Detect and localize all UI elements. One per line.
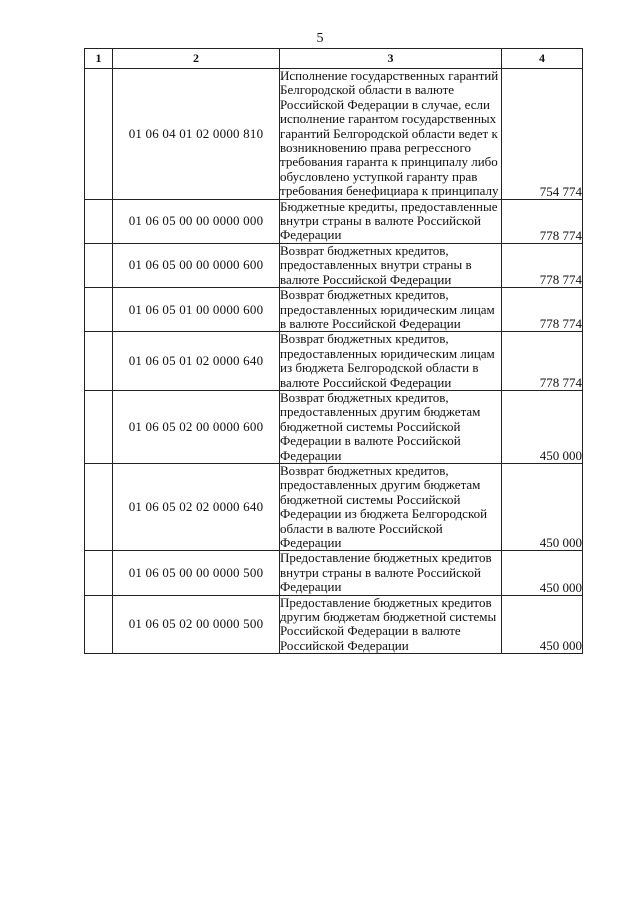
budget-code: 01 06 05 01 02 0000 640 <box>113 332 280 391</box>
row-amount: 450 000 <box>502 390 583 463</box>
row-amount: 450 000 <box>502 463 583 550</box>
row-number <box>85 595 113 654</box>
budget-code: 01 06 05 00 00 0000 000 <box>113 199 280 243</box>
budget-code: 01 06 05 00 00 0000 600 <box>113 243 280 287</box>
table-row <box>85 551 583 595</box>
header-col-2: 2 <box>113 49 280 69</box>
row-number <box>85 332 113 391</box>
row-description: Возврат бюджетных кредитов, предоставленных другим бюджетам бюджетной системы Российской Федерации в валюте Российской Федерации <box>280 390 502 463</box>
table-row <box>85 243 583 287</box>
row-number <box>85 551 113 595</box>
page-number: 5 <box>316 31 324 46</box>
table-row <box>85 390 583 463</box>
row-description: Исполнение государственных гарантий Белгородской области в валюте Российской Федерации в случае, если исполнение гарантом государственных гарантий Белгородской области ведет к возникновению права регрессного требования гаранта к принципалу либо обусловлено уступкой гаранту прав требования бенефициара к принципалу <box>280 69 502 200</box>
row-number <box>85 69 113 200</box>
row-number <box>85 288 113 332</box>
row-amount: 450 000 <box>502 551 583 595</box>
row-amount: 778 774 <box>502 243 583 287</box>
budget-code: 01 06 05 02 00 0000 500 <box>113 595 280 654</box>
table-header-row <box>85 49 583 69</box>
row-number <box>85 463 113 550</box>
row-number <box>85 243 113 287</box>
table-row <box>85 199 583 243</box>
row-number <box>85 390 113 463</box>
row-amount: 778 774 <box>502 199 583 243</box>
table-row <box>85 69 583 200</box>
row-description: Предоставление бюджетных кредитов другим бюджетам бюджетной системы Российской Федерации в валюте Российской Федерации <box>280 595 502 654</box>
header-col-3: 3 <box>280 49 502 69</box>
row-description: Возврат бюджетных кредитов, предоставленных другим бюджетам бюджетной системы Российской Федерации из бюджета Белгородской области в валюте Российской Федерации <box>280 463 502 550</box>
row-description: Предоставление бюджетных кредитов внутри страны в валюте Российской Федерации <box>280 551 502 595</box>
row-description: Возврат бюджетных кредитов, предоставленных внутри страны в валюте Российской Федерации <box>280 243 502 287</box>
budget-code: 01 06 04 01 02 0000 810 <box>113 69 280 200</box>
budget-code: 01 06 05 02 00 0000 600 <box>113 390 280 463</box>
row-description: Возврат бюджетных кредитов, предоставленных юридическим лицам в валюте Российской Федерации <box>280 288 502 332</box>
row-amount: 450 000 <box>502 595 583 654</box>
header-col-4: 4 <box>502 49 583 69</box>
row-description: Возврат бюджетных кредитов, предоставленных юридическим лицам из бюджета Белгородской области в валюте Российской Федерации <box>280 332 502 391</box>
table-row <box>85 463 583 550</box>
table-row <box>85 288 583 332</box>
row-number <box>85 199 113 243</box>
budget-code: 01 06 05 01 00 0000 600 <box>113 288 280 332</box>
budget-sources-table <box>84 48 583 654</box>
table-row <box>85 332 583 391</box>
header-col-1: 1 <box>85 49 113 69</box>
row-amount: 778 774 <box>502 332 583 391</box>
budget-code: 01 06 05 00 00 0000 500 <box>113 551 280 595</box>
table-row <box>85 595 583 654</box>
budget-code: 01 06 05 02 02 0000 640 <box>113 463 280 550</box>
row-description: Бюджетные кредиты, предоставленные внутри страны в валюте Российской Федерации <box>280 199 502 243</box>
row-amount: 754 774 <box>502 69 583 200</box>
row-amount: 778 774 <box>502 288 583 332</box>
